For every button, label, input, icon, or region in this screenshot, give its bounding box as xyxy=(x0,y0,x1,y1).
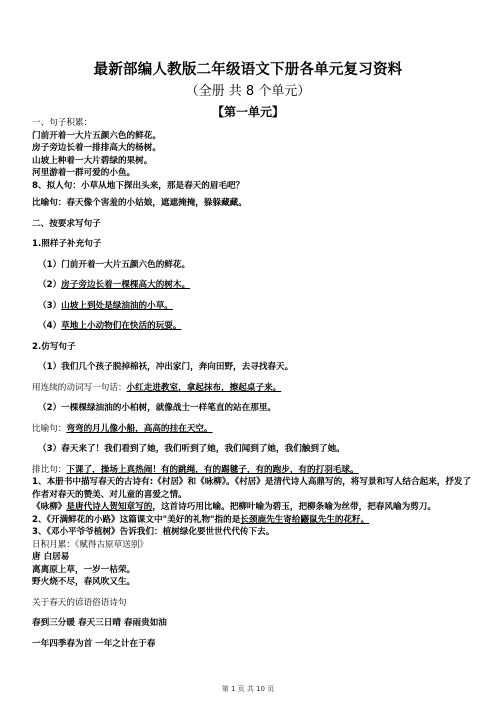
subsection-heading: 2.仿写句子 xyxy=(32,341,76,352)
answer-text: 草地上小动物们在快活的玩耍。 xyxy=(61,321,182,331)
personification-line: 8、拟人句：小草从地下探出头来，那是春天的眉毛吧？ xyxy=(32,180,245,191)
note-line: 2、《开满鲜花的小路》这篇课文中"美好的礼物"指的是长颈鹿先生寄给鼹鼠先生的花籽。 xyxy=(32,514,370,525)
example-line: （1）我们几个孩子脱掉棉袄，冲出家门，奔向田野，去寻找春天。 xyxy=(38,362,294,372)
answer-line: 比喻句：弯弯的月儿像小船，高高的挂在天空。 xyxy=(32,423,213,434)
unit-heading: 【第一单元】 xyxy=(211,105,284,119)
sentence-line: 河里游着一群可爱的小鱼。 xyxy=(32,168,136,178)
poem-label: 日积月累：《赋得古原草送别》 xyxy=(32,539,149,550)
answer-text: 长颈鹿先生寄给鼹鼠先生的花籽。 xyxy=(240,514,370,525)
proverb-line: 春到三分暖 春天三日晴 春雨贵如油 xyxy=(32,618,167,628)
poem-author: 唐 白居易 xyxy=(32,552,70,562)
answer-line: （3）山坡上到处是绿油油的小草。 xyxy=(38,300,173,311)
answer-line: 用连续的动词写一句话：小红走进教室，拿起抹布，擦起桌子来。 xyxy=(32,382,282,393)
example-line: （1）门前开着一大片五颜六色的鲜花。 xyxy=(38,259,191,270)
proverb-line: 一年四季春为首 一年之计在于春 xyxy=(32,638,156,649)
answer-text: 山坡上到处是绿油油的小草。 xyxy=(61,300,173,311)
document-subtitle: （全册 共 8 个单元） xyxy=(185,84,311,99)
proverb-heading: 关于春天的谚语俗语诗句 xyxy=(32,597,127,608)
section-heading: 二、按要求写句子 xyxy=(32,218,101,229)
example-line: （3）春天来了！我们看到了她，我们听到了她，我们闻到了她，我们触到了她。 xyxy=(38,444,345,454)
note-line: 《咏柳》是唐代诗人贺知章写的，这首诗巧用比喻。把柳叶喻为碧玉，把柳条喻为丝带，把春风喻为剪刀。 xyxy=(32,502,436,512)
note-line: 3、《邓小平爷爷植树》告诉我们：植树绿化要世世代代传下去。 xyxy=(32,527,275,537)
subsection-heading: 1.照样子补充句子 xyxy=(32,239,102,249)
metaphor-line: 比喻句：春天像个害羞的小姑娘，遮遮掩掩，躲躲藏藏。 xyxy=(32,198,247,208)
answer-text: 小红走进教室，拿起抹布，擦起桌子来。 xyxy=(126,382,282,393)
answer-line: 排比句：下课了，操场上真热闹！有的跳绳，有的踢毽子，有的跑步，有的打羽毛球。 xyxy=(32,464,359,475)
sentence-line: 房子旁边长着一排排高大的杨树。 xyxy=(32,143,161,153)
example-line: （2）一棵棵绿油油的小柏树，就像战士一样笔直的站在那里。 xyxy=(38,403,277,413)
sentence-line: 门前开着一大片五颜六色的鲜花。 xyxy=(32,130,161,141)
document-body xyxy=(32,117,472,650)
answer-text: 弯弯的月儿像小船，高高的挂在天空。 xyxy=(66,423,213,434)
section-heading: 一、句子积累： xyxy=(32,118,93,128)
sentence-line: 山坡上种着一大片碧绿的果树。 xyxy=(32,155,153,166)
document-title: 最新部编人教版二年级语文下册各单元复习资料 xyxy=(93,62,403,78)
answer-line: （2）房子旁边长着一棵棵高大的树木。 xyxy=(38,280,191,290)
poem-line: 野火烧不尽，春风吹又生。 xyxy=(32,577,136,587)
answer-line: （4）草地上小动物们在快活的玩耍。 xyxy=(38,321,182,331)
poem-line: 离离原上草，一岁一枯荣。 xyxy=(32,564,136,575)
answer-text: 是唐代诗人贺知章写的 xyxy=(66,502,153,512)
answer-text: 房子旁边长着一棵棵高大的树木。 xyxy=(61,280,191,290)
answer-text: 下课了，操场上真热闹！有的跳绳，有的踢毽子，有的跑步，有的打羽毛球。 xyxy=(66,464,359,475)
page-footer: 第 1 页 共 10 页 xyxy=(221,685,275,693)
note-line: 1、本册书中描写春天的古诗有:《村居》和《咏柳》。《村居》是清代诗人高鼎写的，将写景和写人结合起来，抒发了作者对春天的赞美、对儿童的喜爱之情。 xyxy=(32,477,472,500)
